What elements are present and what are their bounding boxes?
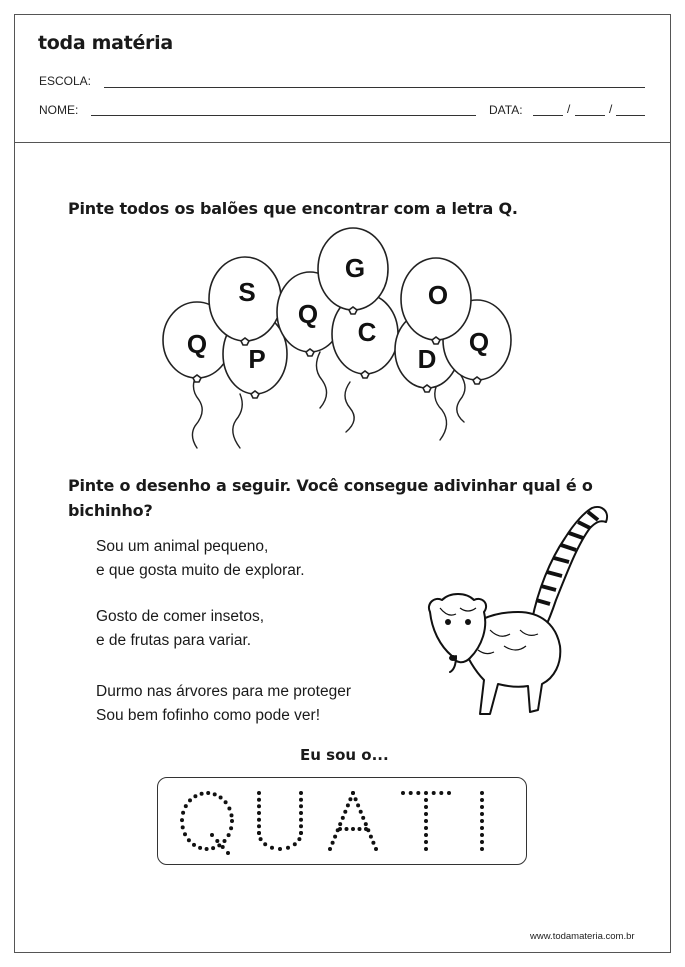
dotted-letter-q (180, 791, 234, 855)
balloon-string (345, 382, 354, 432)
date-separator: / (567, 102, 571, 116)
balloon-letter: P (248, 344, 266, 374)
dotted-letter-i (480, 791, 484, 851)
poem-line: e de frutas para variar. (96, 631, 252, 649)
date-year-field[interactable] (616, 115, 645, 116)
poem-stanza-1 (96, 535, 416, 582)
balloon-letter: Q (186, 329, 208, 359)
balloon-string (435, 382, 447, 440)
data-label: DATA: (489, 103, 523, 117)
brand-logo: toda matéria (38, 32, 173, 54)
poem-line: e que gosta muito de explorar. (96, 561, 305, 579)
coati-illustration[interactable] (420, 500, 620, 725)
poem-line: Gosto de comer insetos, (96, 608, 264, 625)
header-divider (14, 142, 671, 143)
dotted-answer-word[interactable] (157, 777, 527, 865)
balloon-letter: C (357, 317, 377, 347)
exercise2-instruction-line2: bichinho? (68, 501, 153, 520)
dotted-letter-t (401, 791, 451, 851)
balloon-letter: O (427, 280, 449, 310)
balloon-letter: G (344, 253, 366, 283)
escola-label: ESCOLA: (39, 74, 92, 88)
poem-stanza-3 (96, 680, 416, 727)
nome-field[interactable] (91, 115, 476, 116)
escola-field[interactable] (104, 87, 645, 88)
balloon-string (192, 374, 202, 448)
balloon-letter: Q (468, 327, 490, 357)
answer-prompt: Eu sou o... (300, 746, 389, 764)
balloon-string (233, 394, 242, 448)
date-day-field[interactable] (533, 115, 563, 116)
nome-label: NOME: (39, 103, 79, 117)
balloon-letter: S (238, 277, 256, 307)
exercise1-instruction: Pinte todos os balões que encontrar com a letra Q. (68, 199, 518, 218)
balloon-string (316, 352, 326, 408)
poem-line: Sou bem fofinho como pode ver! (96, 706, 321, 724)
balloon-cluster (160, 222, 520, 450)
balloon-letter: D (417, 344, 437, 374)
dotted-letter-u (257, 791, 303, 851)
footer-url: www.todamateria.com.br (530, 931, 635, 942)
poem-stanza-2 (96, 605, 416, 652)
date-separator: / (609, 102, 613, 116)
balloon-string (457, 374, 465, 422)
date-month-field[interactable] (575, 115, 605, 116)
balloon-letter: Q (297, 299, 319, 329)
poem-line: Durmo nas árvores para me proteger (96, 683, 352, 700)
poem-line: Sou um animal pequeno, (96, 538, 269, 555)
exercise2-instruction-line1: Pinte o desenho a seguir. Você consegue adivinhar qual é o (68, 476, 593, 495)
dotted-letter-a (328, 791, 378, 851)
